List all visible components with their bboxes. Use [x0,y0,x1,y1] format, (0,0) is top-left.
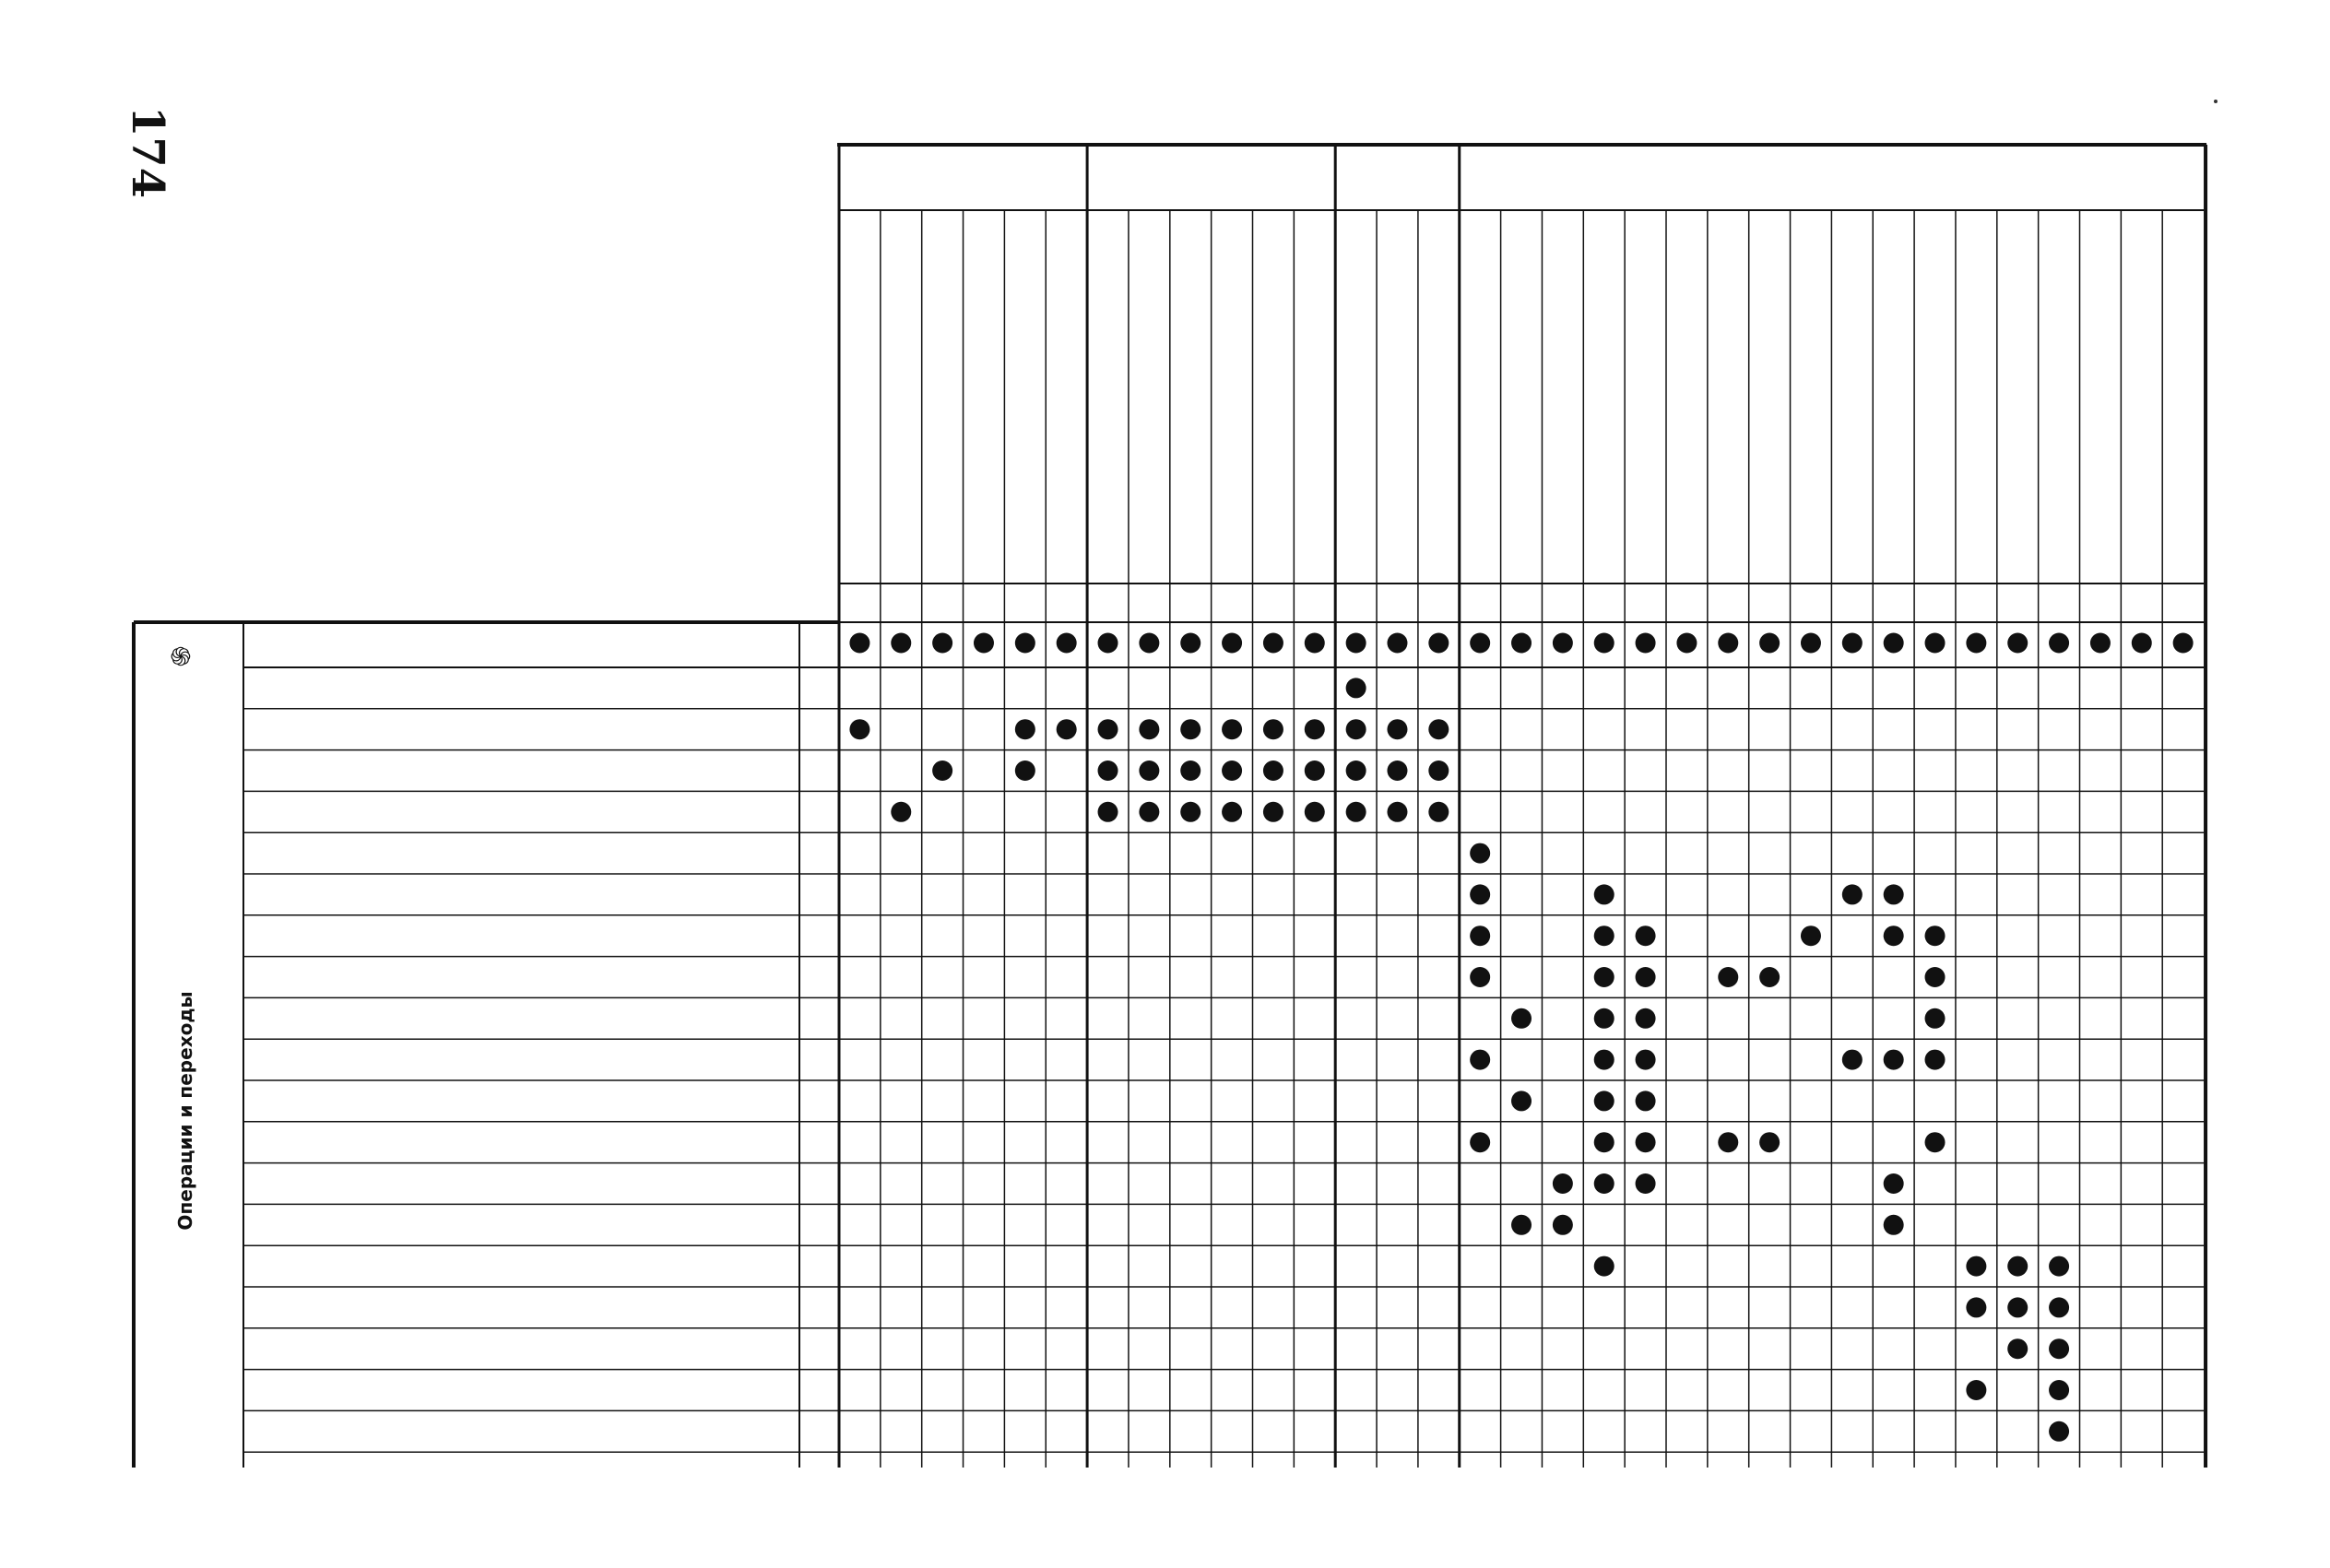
matrix-dot [1925,1050,1946,1070]
top-row-dot [1305,633,1325,654]
top-row-dot [1759,633,1780,654]
matrix-dot [1180,760,1200,781]
top-row-dot [1015,633,1035,654]
matrix-dot [1015,760,1035,781]
top-row-dot [1594,633,1614,654]
top-row-dot [1511,633,1532,654]
matrix-dot [1015,719,1035,739]
matrix-dot [1428,760,1449,781]
matrix-dot [1925,967,1946,987]
matrix-dot [1966,1256,1986,1277]
top-row-dot [1263,633,1283,654]
top-row-dot [1057,633,1077,654]
top-row-dot [2173,633,2194,654]
matrix-dot [1305,760,1325,781]
top-row-dot [2007,633,2028,654]
matrix-dot [1636,967,1656,987]
matrix-dot [2049,1380,2069,1400]
matrix-dot [2049,1338,2069,1359]
matrix-dot [1346,760,1366,781]
top-row-dot [1180,633,1200,654]
matrix-dot [1718,1132,1738,1152]
matrix-dot [1884,1215,1904,1235]
matrix-dot [1636,1091,1656,1111]
top-row-dot [1842,633,1863,654]
matrix-dot [2007,1338,2028,1359]
matrix-dot [1305,719,1325,739]
top-row-dot [2049,633,2069,654]
top-row-dot [891,633,911,654]
top-row-dot [2132,633,2152,654]
matrix-dot [1222,760,1242,781]
matrix-dot [932,760,952,781]
matrix-dot [1305,802,1325,822]
matrix-dot [1470,843,1490,864]
matrix-dot [1139,760,1159,781]
matrix-dot [1263,760,1283,781]
matrix-dot [1387,719,1407,739]
top-row-dot [1966,633,1986,654]
matrix-dot [1470,967,1490,987]
fingerprint-icon: ֍ [170,642,192,672]
matrix-dot [1180,802,1200,822]
matrix-dot [1470,925,1490,946]
matrix-dot [1842,1050,1863,1070]
top-row-dot [1718,633,1738,654]
matrix-dot [1636,1008,1656,1029]
matrix-dot [1636,1132,1656,1152]
matrix-dot [2007,1297,2028,1317]
top-row-dot [1346,633,1366,654]
top-row-dot [974,633,994,654]
matrix-dot [1594,1256,1614,1277]
matrix-dot [1511,1008,1532,1029]
matrix-dot [1511,1091,1532,1111]
matrix-dot [1759,1132,1780,1152]
matrix-dot [2049,1421,2069,1442]
matrix-dot [1346,802,1366,822]
matrix-dot [1098,760,1118,781]
top-row-dot [1925,633,1946,654]
matrix-dot [1263,802,1283,822]
matrix-marks [849,633,2193,1442]
matrix-dot [1346,678,1366,698]
matrix-dot [1263,719,1283,739]
matrix-dot [1966,1297,1986,1317]
matrix-dot [1098,719,1118,739]
matrix-dot [2049,1297,2069,1317]
matrix-dot [1966,1380,1986,1400]
matrix-dot [1636,925,1656,946]
matrix-dot [1842,884,1863,904]
matrix-dot [1387,802,1407,822]
top-row-dot [2090,633,2111,654]
top-row-dot [932,633,952,654]
matrix-dot [1884,1173,1904,1194]
matrix-dot [1801,925,1821,946]
matrix-dot [2049,1256,2069,1277]
matrix-dot [1594,925,1614,946]
matrix-dot [1511,1215,1532,1235]
matrix-dot [1346,719,1366,739]
matrix-dot [1759,967,1780,987]
top-row-dot [1139,633,1159,654]
top-row-dot [1676,633,1697,654]
matrix-dot [1636,1050,1656,1070]
matrix-dot [1180,719,1200,739]
section-title: Операции и переходы [174,991,196,1231]
matrix-dot [1553,1215,1573,1235]
matrix-dot [1387,760,1407,781]
section-side [171,642,196,1231]
top-row-dot [1470,633,1490,654]
matrix-dot [1098,802,1118,822]
top-row-dot [1428,633,1449,654]
matrix-dot [1718,967,1738,987]
matrix-dot [2007,1256,2028,1277]
matrix-dot [1594,967,1614,987]
matrix-dot [1594,1050,1614,1070]
top-row-dot [1636,633,1656,654]
matrix-dot [1428,802,1449,822]
top-row-dot [1098,633,1118,654]
matrix-dot [1470,1132,1490,1152]
page-number: 174 [122,106,173,199]
matrix-dot [1428,719,1449,739]
matrix-dot [1594,1173,1614,1194]
top-row-dot [1801,633,1821,654]
matrix-dot [1594,1132,1614,1152]
matrix-dot [1594,1091,1614,1111]
matrix-dot [1594,1008,1614,1029]
matrix-dot [1222,802,1242,822]
top-row-dot [1387,633,1407,654]
matrix-dot [1925,925,1946,946]
matrix-dot [891,802,911,822]
top-row-dot [849,633,869,654]
matrix-dot [1884,925,1904,946]
grid-lines [134,145,2206,1475]
top-row-dot [1553,633,1573,654]
matrix-dot [849,719,869,739]
matrix-dot [1925,1132,1946,1152]
matrix-dot [1057,719,1077,739]
matrix-dot [1470,884,1490,904]
matrix-dot [1925,1008,1946,1029]
matrix-dot [1884,884,1904,904]
matrix-dot [1139,802,1159,822]
matrix-dot [1222,719,1242,739]
matrix-dot [1470,1050,1490,1070]
top-row-dot [1884,633,1904,654]
matrix-dot [1594,884,1614,904]
matrix-dot [1139,719,1159,739]
matrix-dot [1884,1050,1904,1070]
matrix-dot [1636,1173,1656,1194]
top-row-dot [1222,633,1242,654]
matrix-dot [1553,1173,1573,1194]
